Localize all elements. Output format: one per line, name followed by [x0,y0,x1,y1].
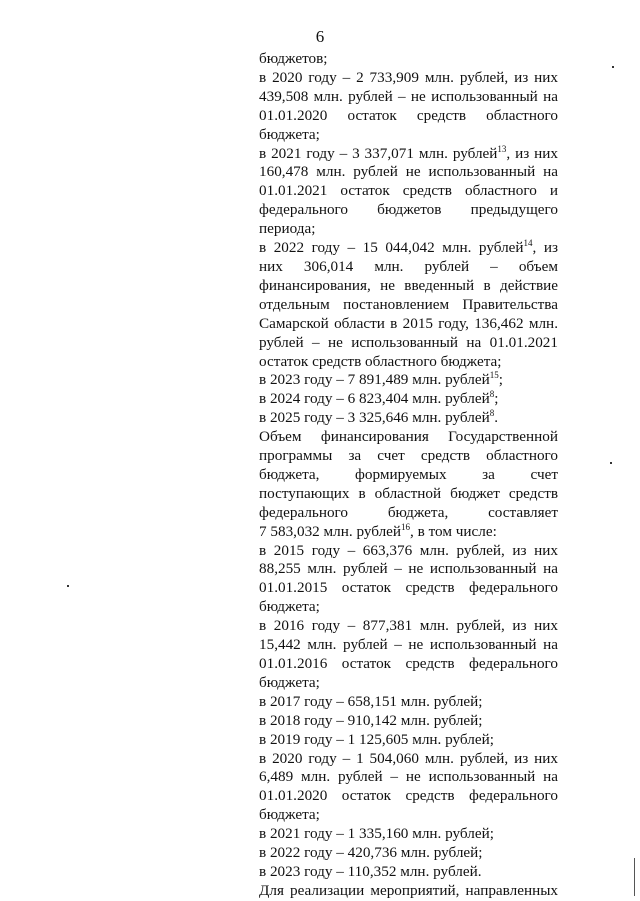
text-line-content: 15,442 млн. рублей – не использованный на [259,636,558,654]
text-line-content: Самарской области в 2015 году, 136,462 млн. [259,314,558,332]
text-line-content: поступающих в областной бюджет средств [259,484,558,502]
text-line [259,863,558,882]
text-line-content: в 2015 году – 663,376 млн. рублей, из них [259,541,558,559]
text-line-content: 01.01.2020 остаток средств федерального [259,787,558,805]
scan-dust-mark [612,66,614,68]
text-line-tail: ; [494,390,499,408]
text-line-content: в 2022 году – 420,736 млн. рублей; [259,844,483,862]
footnote-reference: 14 [523,238,533,248]
text-line-content: бюджетов; [259,50,328,67]
text-line [259,447,558,466]
text-line-content: в 2021 году – 1 335,160 млн. рублей; [259,825,494,843]
text-line-content: в 2023 году – 110,352 млн. рублей. [259,862,482,880]
text-line-content: 01.01.2015 остаток средств федерального [259,579,558,597]
text-line [259,371,558,390]
text-line [259,182,558,201]
scan-edge-line [634,858,635,896]
text-line-tail: , в том числе: [410,522,497,540]
text-line [259,107,558,126]
text-line [259,466,558,485]
text-line [259,579,558,598]
text-line [259,69,558,88]
text-line [259,277,558,296]
text-line [259,768,558,787]
text-line-content: в 2016 году – 877,381 млн. рублей, из них [259,617,558,635]
footnote-reference: 15 [489,370,499,381]
text-line-content: в 2020 году – 1 504,060 млн. рублей, из них [259,749,558,767]
text-line-content: 01.01.2021 остаток средств областного и [259,182,558,200]
text-line-content: программы за счет средств областного [259,447,558,465]
text-line-content: 6,489 млн. рублей – не использованный на [259,768,558,786]
text-line [259,315,558,334]
text-line [259,296,558,315]
text-line-content: бюджета, формируемых за счет [259,465,558,483]
text-line-content: 88,255 млн. рублей – не использованный на [259,560,558,578]
text-line-tail: , из них [506,144,558,162]
text-line [259,674,558,693]
text-line [259,598,558,617]
text-line [259,787,558,806]
page-number: 6 [315,27,325,46]
text-line-content: в 2020 году – 2 733,909 млн. рублей, из них [259,68,558,86]
footnote-reference: 13 [497,143,507,154]
text-line [259,712,558,731]
scan-dust-mark [67,585,69,587]
footnote-reference: 8 [489,408,495,419]
text-line [259,542,558,561]
text-line [259,428,558,447]
text-line-content: в 2025 году – 3 325,646 млн. рублей [259,409,490,427]
text-line [259,409,558,428]
text-line-content: отдельным постановлением Правительства [259,295,558,313]
text-line [259,163,558,182]
text-line [259,731,558,750]
text-line [259,693,558,712]
text-line-content: Для реализации мероприятий, направленных [259,881,558,899]
text-line [259,485,558,504]
text-line-content: рублей – не использованный на 01.01.2021 [259,333,558,351]
text-line [259,825,558,844]
text-line [259,353,558,372]
text-line [259,390,558,409]
text-line [259,617,558,636]
text-line-content: федерального бюджетов предыдущего [259,201,558,219]
text-line [259,50,558,69]
text-line-content: финансирования, не введенный в действие [259,276,558,294]
text-line-tail: ; [498,371,503,389]
text-line [259,239,558,258]
text-line [259,882,558,901]
text-line-content: в 2019 году – 1 125,605 млн. рублей; [259,730,494,748]
text-line-content: бюджета; [259,598,320,616]
text-line [259,220,558,239]
text-line-content: периода; [259,220,316,238]
text-line [259,334,558,353]
text-line-content: в 2022 году – 15 044,042 млн. рублей [259,239,524,257]
text-line-content: в 2024 году – 6 823,404 млн. рублей [259,390,490,408]
text-line [259,504,558,523]
text-line [259,560,558,579]
text-line [259,88,558,107]
text-line-content: федерального бюджета, составляет [259,503,558,521]
text-line-content: 01.01.2016 остаток средств федерального [259,655,558,672]
scan-dust-mark [610,462,612,464]
text-line [259,145,558,164]
footnote-reference: 8 [489,389,495,400]
text-line-content: них 306,014 млн. рублей – объем [259,257,558,275]
text-line [259,258,558,277]
text-line [259,201,558,220]
text-line-content: бюджета; [259,673,320,691]
text-line-content: Объем финансирования Государственной [259,428,558,446]
text-line-content: 01.01.2020 остаток средств областного [259,106,558,124]
text-line-tail: , из [532,239,558,257]
text-line [259,636,558,655]
text-line [259,655,558,674]
text-line-content: 439,508 млн. рублей – не использованный на [259,87,558,105]
text-line-content: в 2017 году – 658,151 млн. рублей; [259,692,483,710]
text-line-content: остаток средств областного бюджета; [259,352,502,370]
text-line [259,806,558,825]
text-line [259,126,558,145]
text-line-content: бюджета; [259,806,320,824]
text-line-content: бюджета; [259,125,320,143]
text-line-content: 160,478 млн. рублей не использованный на [259,163,558,181]
document-body-text [259,50,558,901]
text-line [259,844,558,863]
text-line [259,523,558,542]
text-line-content: в 2023 году – 7 891,489 млн. рублей [259,371,490,389]
text-line-content: в 2018 году – 910,142 млн. рублей; [259,711,483,729]
text-line-content: в 2021 году – 3 337,071 млн. рублей [259,144,498,162]
footnote-reference: 16 [401,521,411,532]
text-line-content: 7 583,032 млн. рублей [259,522,402,540]
text-line-tail: . [494,409,498,427]
text-line [259,750,558,769]
